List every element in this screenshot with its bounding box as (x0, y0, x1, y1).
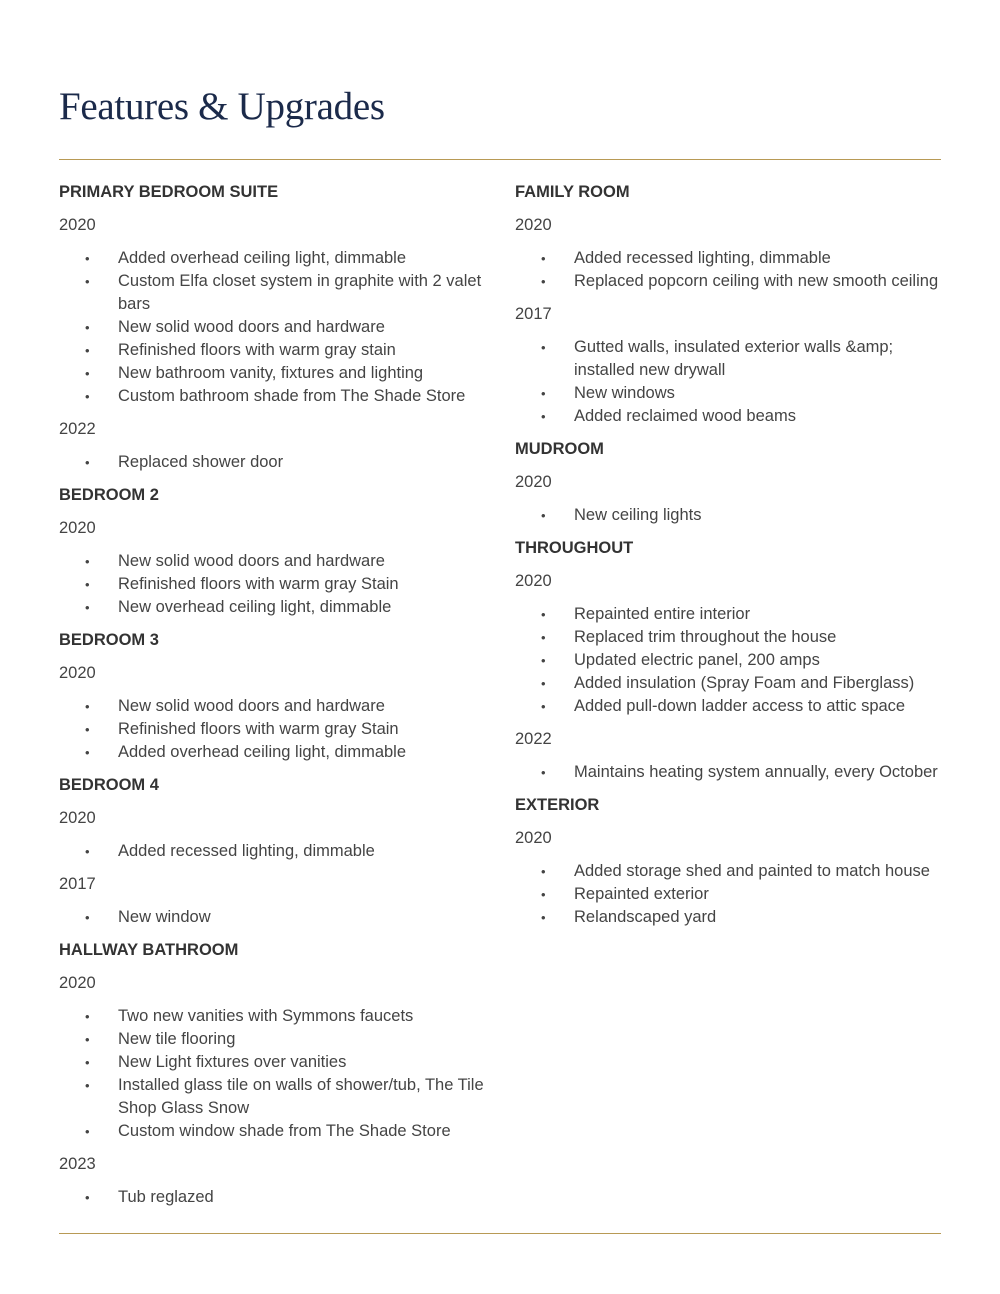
list-item (515, 761, 955, 784)
list-item-text: New Light fixtures over vanities (118, 1053, 347, 1071)
list-item-text: Custom bathroom shade from The Shade Store (118, 387, 466, 405)
list-item-text: Added recessed lighting, dimmable (118, 842, 375, 860)
list-item (515, 860, 955, 883)
section-primary-bedroom-suite (59, 181, 499, 474)
list-item-text: New overhead ceiling light, dimmable (118, 598, 392, 616)
bullet-icon: • (541, 607, 546, 622)
list-item (59, 596, 499, 619)
bullet-icon: • (85, 844, 90, 859)
section-title: BEDROOM 2 (59, 486, 159, 504)
upgrade-list (59, 1186, 499, 1209)
year-group (59, 1153, 499, 1209)
list-item-text: Added storage shed and painted to match house (574, 862, 930, 880)
list-item (515, 270, 955, 293)
bullet-icon: • (541, 864, 546, 879)
list-item (59, 270, 499, 316)
year-label: 2020 (515, 473, 552, 491)
year-group (515, 570, 955, 718)
list-item (59, 718, 499, 741)
year-label: 2020 (59, 974, 96, 992)
list-item-text: New solid wood doors and hardware (118, 697, 385, 715)
year-group (515, 827, 955, 929)
bullet-icon: • (541, 699, 546, 714)
upgrade-list (59, 906, 499, 929)
list-item-text: Repainted entire interior (574, 605, 751, 623)
year-label: 2022 (515, 730, 552, 748)
bullet-icon: • (85, 389, 90, 404)
bullet-icon: • (541, 765, 546, 780)
bullet-icon: • (85, 1055, 90, 1070)
year-label: 2020 (515, 829, 552, 847)
list-item-text: Installed glass tile on walls of shower/tub, The Tile Shop Glass Snow (118, 1076, 484, 1117)
bullet-icon: • (85, 699, 90, 714)
list-item (59, 906, 499, 929)
bullet-icon: • (541, 340, 546, 355)
list-item (515, 883, 955, 906)
left-column (59, 181, 499, 1219)
year-label: 2020 (59, 519, 96, 537)
section-family-room (515, 181, 955, 428)
list-item (59, 1028, 499, 1051)
list-item-text: New windows (574, 384, 675, 402)
upgrade-list (515, 860, 955, 929)
year-group (59, 807, 499, 863)
list-item-text: Custom Elfa closet system in graphite with 2 valet bars (118, 272, 482, 313)
bullet-icon: • (85, 1190, 90, 1205)
list-item-text: Replaced shower door (118, 453, 284, 471)
upgrade-list (515, 761, 955, 784)
list-item (59, 840, 499, 863)
bullet-icon: • (541, 409, 546, 424)
list-item (515, 336, 955, 382)
year-label: 2020 (515, 572, 552, 590)
page-title: Features & Upgrades (59, 85, 385, 128)
list-item (59, 1186, 499, 1209)
section-title: EXTERIOR (515, 796, 600, 814)
list-item-text: Added reclaimed wood beams (574, 407, 796, 425)
list-item-text: Maintains heating system annually, every October (574, 763, 938, 781)
upgrade-list (515, 336, 955, 428)
bullet-icon: • (85, 745, 90, 760)
section-title: BEDROOM 3 (59, 631, 159, 649)
year-group (59, 418, 499, 474)
section-title: HALLWAY BATHROOM (59, 941, 239, 959)
year-group (515, 471, 955, 527)
list-item (59, 695, 499, 718)
section-title: FAMILY ROOM (515, 183, 630, 201)
list-item (515, 405, 955, 428)
bullet-icon: • (85, 455, 90, 470)
list-item-text: Refinished floors with warm gray stain (118, 341, 396, 359)
bullet-icon: • (85, 722, 90, 737)
list-item (59, 247, 499, 270)
year-label: 2020 (59, 809, 96, 827)
bullet-icon: • (541, 251, 546, 266)
list-item-text: Added overhead ceiling light, dimmable (118, 743, 407, 761)
list-item-text: Added insulation (Spray Foam and Fiberglass) (574, 674, 915, 692)
bullet-icon: • (85, 366, 90, 381)
list-item-text: Updated electric panel, 200 amps (574, 651, 820, 669)
list-item (59, 550, 499, 573)
list-item (59, 573, 499, 596)
list-item-text: Replaced trim throughout the house (574, 628, 837, 646)
list-item-text: New tile flooring (118, 1030, 236, 1048)
section-exterior (515, 794, 955, 929)
upgrade-list (59, 1005, 499, 1143)
list-item-text: Added pull-down ladder access to attic space (574, 697, 906, 715)
year-group (59, 662, 499, 764)
list-item (59, 1074, 499, 1120)
year-group (515, 728, 955, 784)
list-item-text: New solid wood doors and hardware (118, 552, 385, 570)
list-item (515, 603, 955, 626)
bullet-icon: • (541, 910, 546, 925)
year-label: 2017 (515, 305, 552, 323)
section-title: PRIMARY BEDROOM SUITE (59, 183, 279, 201)
upgrade-list (515, 504, 955, 527)
upgrade-list (59, 695, 499, 764)
bullet-icon: • (85, 1032, 90, 1047)
upgrade-list (515, 603, 955, 718)
section-title: THROUGHOUT (515, 539, 634, 557)
list-item-text: Tub reglazed (118, 1188, 214, 1206)
upgrade-list (515, 247, 955, 293)
bullet-icon: • (85, 554, 90, 569)
right-column (515, 181, 955, 939)
list-item-text: Two new vanities with Symmons faucets (118, 1007, 414, 1025)
year-label: 2022 (59, 420, 96, 438)
list-item (59, 1005, 499, 1028)
list-item-text: New window (118, 908, 211, 926)
section-bedroom-4 (59, 774, 499, 929)
bullet-icon: • (85, 1009, 90, 1024)
bullet-icon: • (541, 508, 546, 523)
section-title: MUDROOM (515, 440, 604, 458)
list-item-text: Refinished floors with warm gray Stain (118, 720, 399, 738)
list-item-text: Repainted exterior (574, 885, 709, 903)
upgrade-list (59, 840, 499, 863)
year-label: 2023 (59, 1155, 96, 1173)
list-item (515, 649, 955, 672)
list-item (59, 451, 499, 474)
bullet-icon: • (541, 386, 546, 401)
bullet-icon: • (85, 343, 90, 358)
bullet-icon: • (541, 676, 546, 691)
bullet-icon: • (541, 887, 546, 902)
list-item (59, 362, 499, 385)
year-label: 2020 (515, 216, 552, 234)
top-divider (59, 159, 941, 160)
bullet-icon: • (541, 630, 546, 645)
list-item-text: Gutted walls, insulated exterior walls &amp; installed new drywall (574, 338, 894, 379)
list-item (59, 1051, 499, 1074)
year-group (59, 972, 499, 1143)
list-item (515, 626, 955, 649)
year-label: 2020 (59, 664, 96, 682)
section-mudroom (515, 438, 955, 527)
list-item (59, 316, 499, 339)
upgrade-list (59, 550, 499, 619)
section-throughout (515, 537, 955, 784)
bullet-icon: • (85, 600, 90, 615)
list-item (515, 695, 955, 718)
bullet-icon: • (85, 1078, 90, 1093)
section-hallway-bathroom (59, 939, 499, 1209)
bullet-icon: • (85, 274, 90, 289)
upgrade-list (59, 247, 499, 408)
section-bedroom-2 (59, 484, 499, 619)
section-title: BEDROOM 4 (59, 776, 159, 794)
year-group (515, 214, 955, 293)
list-item-text: Relandscaped yard (574, 908, 717, 926)
list-item (59, 339, 499, 362)
list-item (515, 504, 955, 527)
bullet-icon: • (85, 320, 90, 335)
list-item (59, 741, 499, 764)
list-item-text: Added overhead ceiling light, dimmable (118, 249, 407, 267)
bullet-icon: • (85, 577, 90, 592)
bullet-icon: • (85, 251, 90, 266)
year-group (515, 303, 955, 428)
upgrade-list (59, 451, 499, 474)
list-item (515, 906, 955, 929)
bullet-icon: • (85, 1124, 90, 1139)
list-item (515, 247, 955, 270)
list-item (59, 1120, 499, 1143)
list-item-text: Custom window shade from The Shade Store (118, 1122, 451, 1140)
year-group (59, 214, 499, 408)
list-item-text: New bathroom vanity, fixtures and lighting (118, 364, 424, 382)
bullet-icon: • (541, 653, 546, 668)
list-item-text: New ceiling lights (574, 506, 702, 524)
list-item-text: Refinished floors with warm gray Stain (118, 575, 399, 593)
year-group (59, 873, 499, 929)
bullet-icon: • (85, 910, 90, 925)
bottom-divider (59, 1233, 941, 1234)
year-group (59, 517, 499, 619)
list-item (515, 672, 955, 695)
list-item-text: Added recessed lighting, dimmable (574, 249, 831, 267)
list-item-text: Replaced popcorn ceiling with new smooth ceiling (574, 272, 939, 290)
year-label: 2020 (59, 216, 96, 234)
bullet-icon: • (541, 274, 546, 289)
list-item-text: New solid wood doors and hardware (118, 318, 385, 336)
year-label: 2017 (59, 875, 96, 893)
list-item (515, 382, 955, 405)
list-item (59, 385, 499, 408)
section-bedroom-3 (59, 629, 499, 764)
